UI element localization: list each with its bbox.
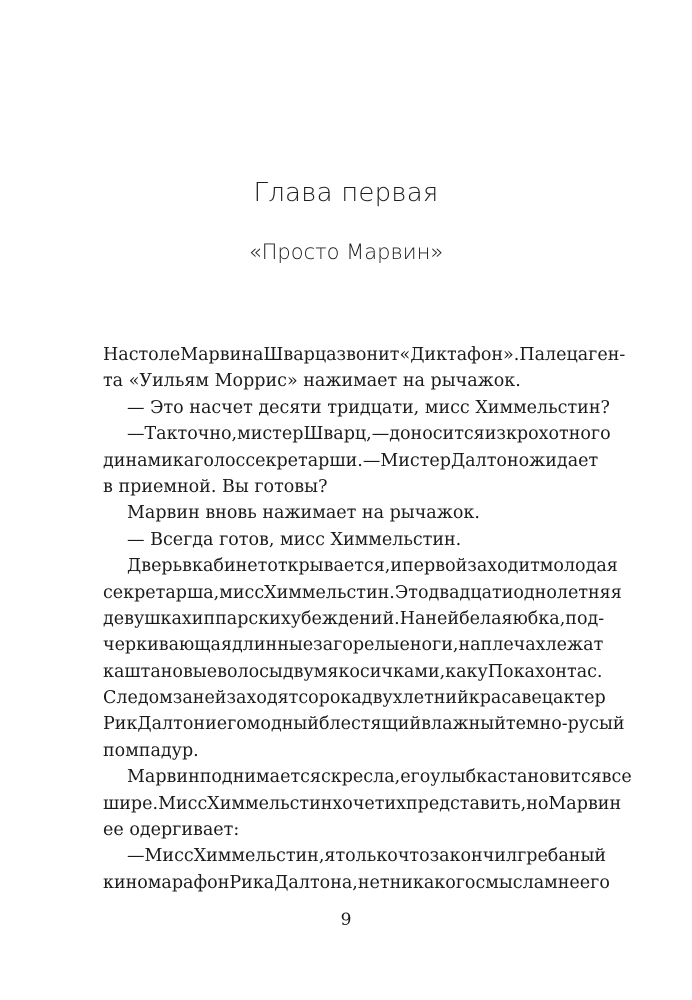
text-line: — Мисс Химмельстин, я только что закончил гребаный — [127, 846, 607, 867]
text-line: Марвин поднимается с кресла, его улыбка становится все — [127, 767, 632, 788]
text-line: помпадур. — [103, 740, 199, 761]
text-line: каштановые волосы двумя косичками, как у Покахонтас. — [103, 661, 603, 682]
chapter-subtitle: «Просто Марвин» — [248, 240, 444, 264]
chapter-title: Глава первая — [253, 178, 439, 208]
text-line: та «Уильям Моррис» нажимает на рычажок. — [103, 371, 521, 392]
text-line: — Всегда готов, мисс Химмельстин. — [127, 529, 462, 550]
text-line: ее одергивает: — [103, 820, 240, 841]
text-line: киномарафон Рика Далтона, нет никакого смысла мне его — [103, 872, 610, 893]
text-line: На столе Марвина Шварца звонит «Диктафон». Палец аген- — [103, 345, 626, 365]
text-line: — Так точно, мистер Шварц, — доносится из крохотного — [127, 424, 611, 445]
text-line: — Это насчет десяти тридцати, мисс Химмельстин? — [127, 397, 610, 418]
page-number: 9 — [340, 910, 352, 930]
body-text — [103, 342, 632, 896]
text-line: Следом за ней заходят сорокадвухлетний красавец актер — [103, 688, 606, 709]
text-line: Марвин вновь нажимает на рычажок. — [127, 503, 480, 524]
text-line: Рик Далтон и его модный блестящий влажный темно-русый — [103, 714, 625, 735]
text-line: динамика голос секретарши. — Мистер Далтон ожидает — [103, 450, 599, 471]
text-line: черкивающая длинные загорелые ноги, на плечах лежат — [103, 635, 604, 656]
text-line: Дверь в кабинет открывается, и первой заходит молодая — [127, 556, 618, 577]
text-line: шире. Мисс Химмельстин хочет их представить, но Марвин — [103, 793, 622, 814]
text-line: девушка хиппарских убеждений. На ней белая юбка, под- — [103, 608, 605, 629]
text-line: секретарша, мисс Химмельстин. Это двадцатиоднолетняя — [103, 582, 622, 603]
text-line: в приемной. Вы готовы? — [103, 476, 328, 497]
